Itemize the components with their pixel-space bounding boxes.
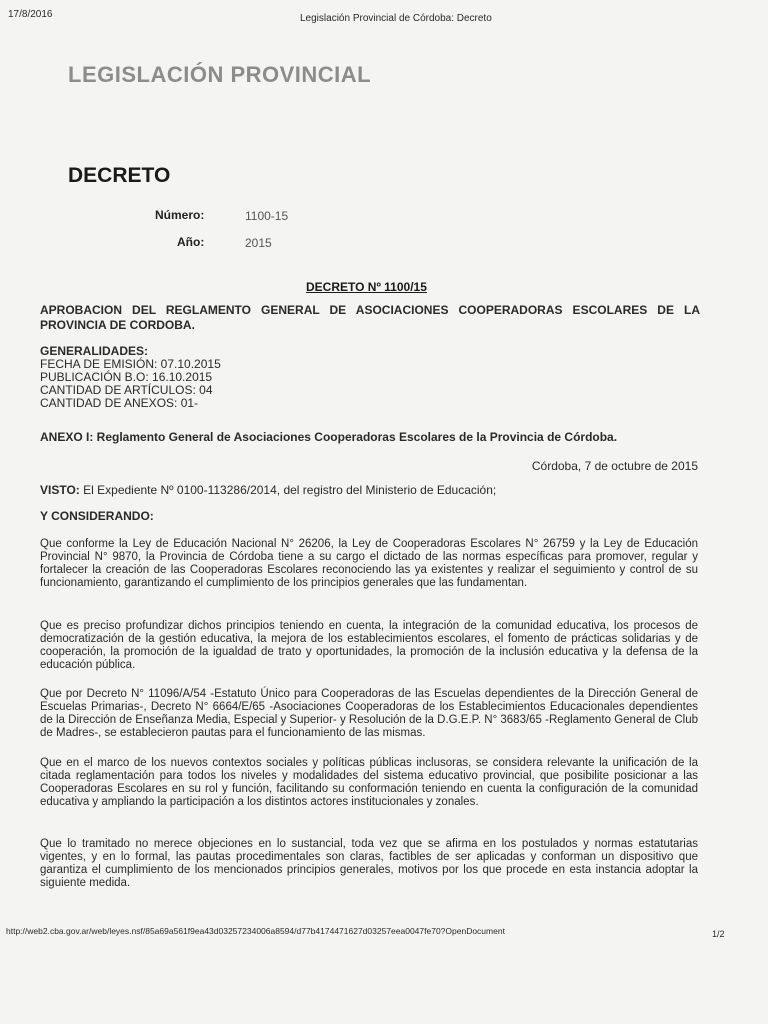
generalidades-heading: GENERALIDADES: [40,344,149,358]
brand-heading: LEGISLACIÓN PROVINCIAL [68,62,372,87]
footer-page-number: 1/2 [712,929,725,939]
paragraph-2: Que es preciso profundizar dichos principios teniendo en cuenta, la integración de la comunidad educativa, los procesos de democratización de la gestión educativa, la mejora de los establecimientos escolares, el fomento de prácticas solidarias y de cooperación, la promoción de la igualdad de trato y oportunidades, la promoción de la inclusión educativa y la defensa de la educación pública. [40,620,698,671]
generalidades-block [40,345,221,410]
document-type-heading: DECRETO [68,164,171,187]
visto-text: El Expediente Nº 0100-113286/2014, del registro del Ministerio de Educación; [79,483,497,497]
paragraph-4: Que en el marco de los nuevos contextos sociales y políticas públicas inclusoras, se considera relevante la unificación de la citada reglamentación para todos los niveles y modalidades del sistema educativo provincial, que posibilite posicionar a las Cooperadoras Escolares en su rol y función, facilitando su conformación teniendo en cuenta la configuración de la comunidad educativa y ampliando la participación a los distintos actores institucionales y zonales. [40,757,698,808]
print-page-title: Legislación Provincial de Córdoba: Decreto [300,13,492,24]
paragraph-1: Que conforme la Ley de Educación Nacional N° 26206, la Ley de Cooperadoras Escolares N° 26759 y la Ley de Educación Provincial N° 9870, la Provincia de Córdoba tiene a su cargo el dictado de las normas específicas para promover, regular y fortalecer la creación de las Cooperadoras Escolares reconociendo las ya existentes y realizar el seguimiento y control de su funcionamiento, garantizando el cumplimiento de los principios generales que las fundamentan. [40,538,698,589]
visto-label: VISTO: [40,483,80,497]
paragraph-3: Que por Decreto N° 11096/A/54 -Estatuto Único para Cooperadoras de las Escuelas dependientes de la Dirección General de Escuelas Primarias-, Decreto N° 6664/E/65 -Asociaciones Cooperadoras de los Establecimientos Educacionales dependientes de la Dirección de Enseñanza Media, Especial y Superior- y Resolución de la D.G.E.P. N° 3683/65 -Reglamento General de Club de Madres-, se establecieron pautas para el funcionamiento de las mismas. [40,688,698,739]
numero-value: 1100-15 [245,209,289,223]
footer-url: http://web2.cba.gov.ar/web/leyes.nsf/85a69a561f9ea43d03257234006a8594/d77b4174471627d03257eea0047fe70?OpenDocument [6,926,505,936]
anio-value: 2015 [245,236,272,250]
considerando-heading: Y CONSIDERANDO: [40,509,154,523]
visto-line [40,483,496,497]
publicacion-bo: PUBLICACIÓN B.O: 16.10.2015 [40,370,213,384]
cantidad-anexos: CANTIDAD DE ANEXOS: 01- [40,396,199,410]
paragraph-5: Que lo tramitado no merece objeciones en lo sustancial, toda vez que se afirma en los postulados y normas estatutarias vigentes, y en lo formal, las pautas procedimentales son claras, factibles de ser aplicadas y conforman un dispositivo que garantiza el cumplimiento de los mencionados principios generales, motivos por los que procede en esta instancia adoptar la siguiente medida. [40,838,698,889]
cantidad-articulos: CANTIDAD DE ARTÍCULOS: 04 [40,383,213,397]
fecha-emision: FECHA DE EMISIÓN: 07.10.2015 [40,357,221,371]
print-date: 17/8/2016 [8,9,53,20]
anio-label: Año: [177,235,205,249]
place-date: Córdoba, 7 de octubre de 2015 [531,459,698,473]
numero-label: Número: [155,208,205,222]
decree-reference: DECRETO Nº 1100/15 [306,280,427,294]
annex-title: ANEXO I: Reglamento General de Asociaciones Cooperadoras Escolares de la Provincia de Córdoba. [40,430,618,444]
decree-title: APROBACION DEL REGLAMENTO GENERAL DE ASOCIACIONES COOPERADORAS ESCOLARES DE LA PROVINCIA DE CORDOBA. [40,303,700,332]
